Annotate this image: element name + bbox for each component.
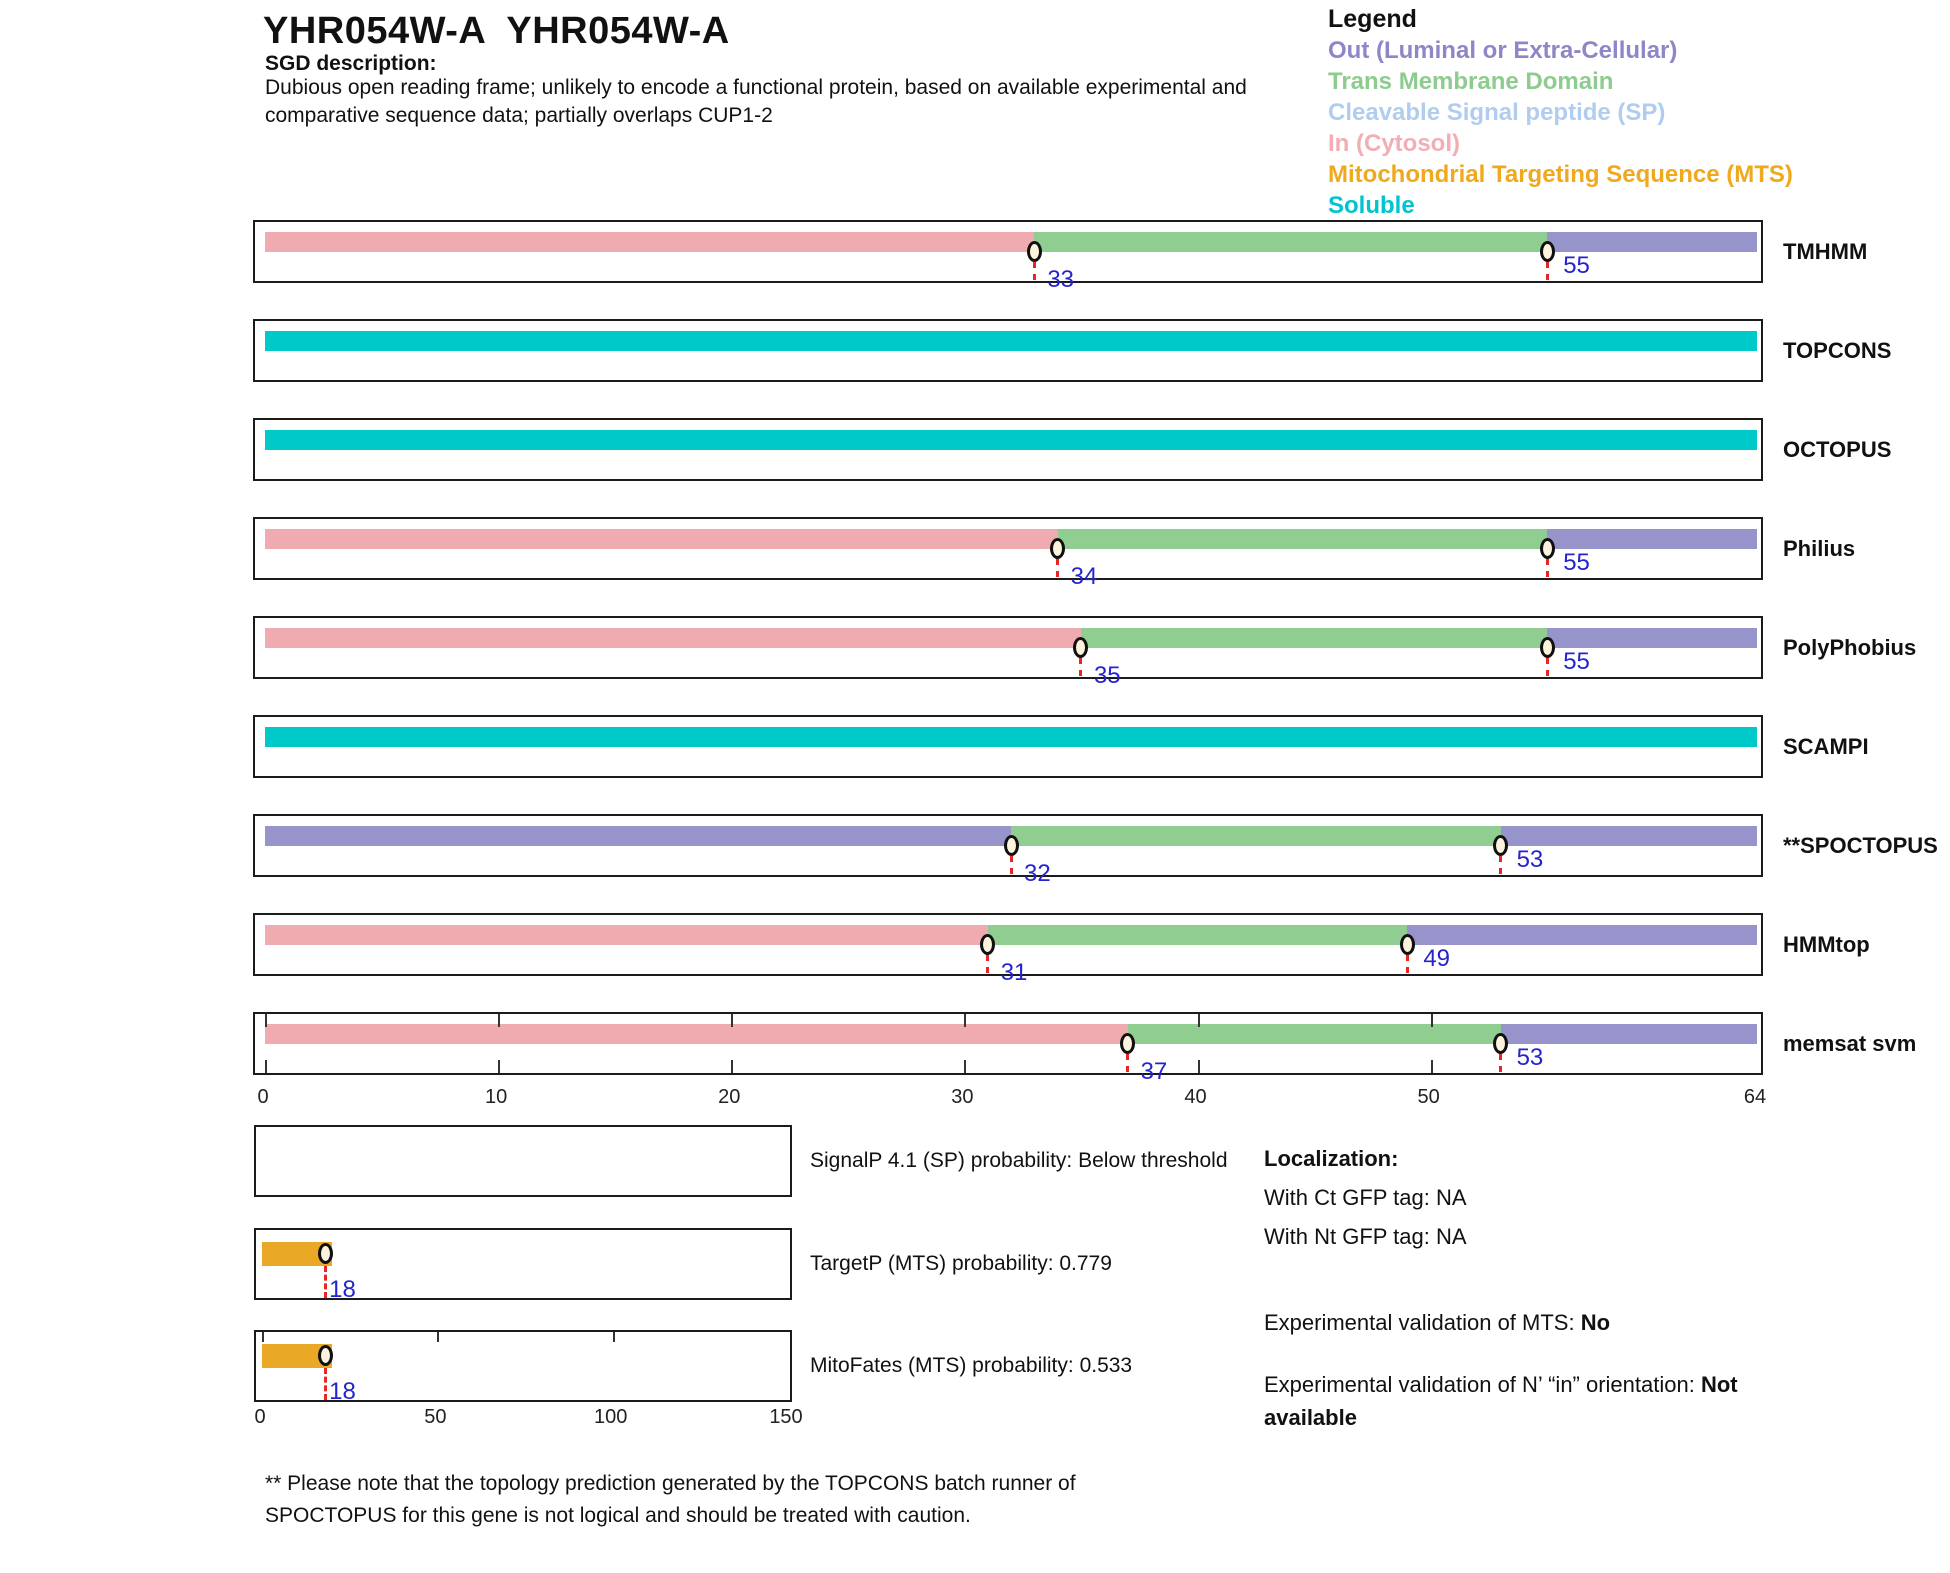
topology-row-name: SCAMPI [1783,733,1869,759]
boundary-line [324,1266,327,1298]
boundary-number: 33 [1047,266,1075,293]
boundary-marker [1400,934,1415,955]
probability-axis-tick-label: 150 [769,1406,803,1428]
boundary-marker [1073,637,1088,658]
orientation-validation-value: Not available [1264,1372,1738,1430]
topology-segment-in [265,925,988,945]
mts-validation-line [1264,1310,1610,1336]
topology-row-box [253,715,1763,778]
residue-tick [731,1060,733,1073]
localization-heading: Localization: [1264,1146,1399,1171]
boundary-number: 49 [1423,945,1451,972]
topology-row-box [253,814,1763,887]
page-title: YHR054W-A YHR054W-A [263,10,730,52]
topology-segment-out [1547,628,1757,648]
boundary-number: 53 [1516,846,1544,873]
boundary-line [986,955,989,973]
orientation-validation-line [1264,1368,1824,1434]
topology-segment-in [265,232,1034,252]
footnote-line-1: ** Please note that the topology prediction generated by the TOPCONS batch runner of [265,1472,1076,1495]
boundary-line [1499,856,1502,874]
probability-axis-tick-label: 0 [254,1406,266,1428]
boundary-number: 37 [1140,1058,1168,1085]
residue-tick [964,1014,966,1027]
residue-tick [498,1060,500,1073]
topology-segment-in [265,529,1058,549]
legend-title: Legend [1328,5,1417,33]
probability-plot-box [254,1228,792,1303]
boundary-marker [318,1243,333,1264]
topology-segment-soluble [265,727,1757,747]
boundary-number: 34 [1070,563,1098,590]
residue-axis-tick-label: 50 [1417,1086,1440,1108]
topology-segment-out [265,826,1011,846]
boundary-marker [980,934,995,955]
probability-plot-label: TargetP (MTS) probability: 0.779 [810,1252,1112,1275]
topology-row-box [253,220,1763,293]
topology-row-name: PolyPhobius [1783,634,1917,660]
boundary-line [1499,1054,1502,1072]
topology-row-box [253,517,1763,590]
boundary-number: 55 [1563,648,1590,675]
topology-segment-out [1501,1024,1757,1044]
residue-axis-tick-label: 64 [1743,1086,1767,1108]
footnote-line-2: SPOCTOPUS for this gene is not logical and should be treated with caution. [265,1504,971,1527]
residue-axis-tick-label: 30 [951,1086,974,1108]
residue-tick [265,1060,267,1073]
topology-row-box [253,616,1763,689]
orientation-validation-label: Experimental validation of N’ “in” orientation: [1264,1372,1701,1397]
boundary-number: 18 [329,1378,356,1405]
topology-segment-tm [988,925,1408,945]
boundary-marker [1540,241,1555,262]
topology-segment-in [265,628,1081,648]
probability-plot-label: MitoFates (MTS) probability: 0.533 [810,1354,1133,1377]
boundary-marker [1050,538,1065,559]
boundary-line [1079,658,1082,676]
topology-segment-out [1501,826,1757,846]
topology-row-name: **SPOCTOPUS [1783,832,1938,858]
topology-row-name: Philius [1783,535,1856,561]
legend-item-mts: Mitochondrial Targeting Sequence (MTS) [1328,161,1793,188]
probability-tick [437,1332,439,1342]
residue-axis-tick-label: 40 [1184,1086,1207,1108]
boundary-number: 55 [1563,252,1590,279]
boundary-line [1546,559,1549,577]
sgd-description-line-2: comparative sequence data; partially overlaps CUP1-2 [265,104,773,127]
topology-row-name: TMHMM [1783,238,1868,264]
boundary-number: 55 [1563,549,1590,576]
topology-segment-soluble [265,331,1757,351]
legend-item-out: Out (Luminal or Extra-Cellular) [1328,37,1678,64]
topology-segment-tm [1034,232,1547,252]
topology-segment-out [1547,232,1757,252]
topology-row-box [253,319,1763,382]
boundary-line [1546,658,1549,676]
residue-axis-tick-label: 20 [718,1086,741,1108]
boundary-number: 35 [1093,662,1121,689]
probability-plot-label: SignalP 4.1 (SP) probability: Below threshold [810,1149,1228,1172]
topology-segment-tm [1058,529,1548,549]
boundary-line [1126,1054,1129,1072]
boundary-marker [1027,241,1042,262]
boundary-number: 31 [1000,959,1028,986]
residue-tick [498,1014,500,1027]
sgd-description-line-1: Dubious open reading frame; unlikely to encode a functional protein, based on available experimental and [265,76,1247,99]
boundary-marker [318,1345,333,1366]
boundary-line [1406,955,1409,973]
boundary-line [1033,262,1036,280]
boundary-marker [1540,637,1555,658]
legend-item-tm: Trans Membrane Domain [1328,68,1614,95]
boundary-marker [1493,1033,1508,1054]
boundary-marker [1540,538,1555,559]
sgd-description-heading: SGD description: [265,52,437,75]
topology-row-box [253,418,1763,481]
topology-row-name: memsat svm [1783,1030,1917,1056]
boundary-line [1546,262,1549,280]
topology-segment-tm [1011,826,1501,846]
topology-row-name: TOPCONS [1783,337,1892,363]
probability-plot-box [254,1125,792,1197]
topology-segment-soluble [265,430,1757,450]
residue-tick [1198,1014,1200,1027]
topology-row-box [253,913,1763,986]
probability-tick [613,1332,615,1342]
residue-tick [1431,1060,1433,1073]
topology-segment-tm [1081,628,1547,648]
residue-axis-tick-label: 10 [485,1086,508,1108]
probability-axis-tick-label: 50 [424,1406,447,1428]
boundary-number: 32 [1024,860,1051,887]
topology-row-box [253,1012,1763,1085]
residue-tick [1198,1060,1200,1073]
probability-axis-tick-label: 100 [593,1406,628,1428]
residue-tick [265,1014,267,1027]
boundary-line [324,1368,327,1400]
probability-plot-box [254,1330,792,1405]
probability-tick [262,1332,264,1342]
boundary-line [1010,856,1013,874]
topology-segment-tm [1128,1024,1501,1044]
boundary-number: 18 [329,1276,356,1303]
boundary-line [1056,559,1059,577]
residue-tick [731,1014,733,1027]
legend-item-soluble: Soluble [1328,192,1415,219]
topology-segment-in [265,1024,1128,1044]
ct-gfp-line: With Ct GFP tag: NA [1264,1185,1467,1210]
boundary-number: 53 [1516,1044,1544,1071]
mts-validation-value: No [1580,1310,1611,1335]
topology-row-name: HMMtop [1783,931,1870,957]
mts-validation-label: Experimental validation of MTS: [1264,1310,1581,1335]
topology-row-name: OCTOPUS [1783,436,1892,462]
topology-segment-out [1407,925,1757,945]
boundary-marker [1120,1033,1135,1054]
topology-segment-out [1547,529,1757,549]
legend-item-sp: Cleavable Signal peptide (SP) [1328,99,1666,126]
legend-item-in: In (Cytosol) [1328,130,1460,157]
residue-tick [1431,1014,1433,1027]
residue-axis-tick-label: 0 [257,1086,269,1108]
nt-gfp-line: With Nt GFP tag: NA [1264,1224,1467,1249]
boundary-marker [1493,835,1508,856]
boundary-marker [1004,835,1019,856]
residue-tick [964,1060,966,1073]
